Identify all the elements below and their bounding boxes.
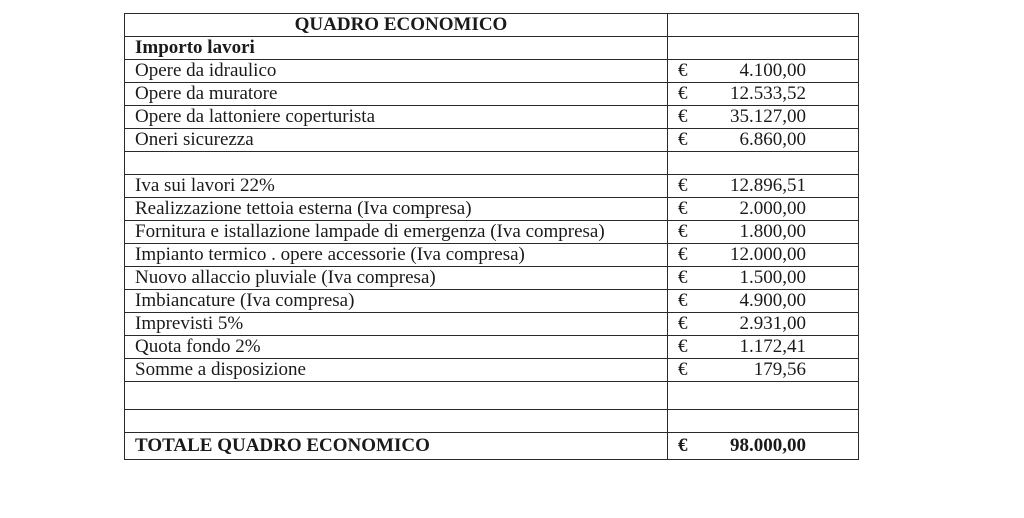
row-label: Realizzazione tettoia esterna (Iva compresa) — [125, 198, 668, 221]
spacer-row — [125, 382, 859, 410]
row-label: Opere da lattoniere coperturista — [125, 106, 668, 129]
row-label: Quota fondo 2% — [125, 336, 668, 359]
row-amount: 35.127,00 — [730, 106, 806, 127]
row-amount: 4.900,00 — [739, 290, 806, 311]
row-label: Fornitura e istallazione lampade di emergenza (Iva compresa) — [125, 221, 668, 244]
euro-symbol: € — [678, 336, 688, 357]
table-row — [125, 175, 859, 198]
euro-symbol: € — [678, 60, 688, 81]
row-label: Impianto termico . opere accessorie (Iva compresa) — [125, 244, 668, 267]
table-title: QUADRO ECONOMICO — [125, 14, 668, 37]
row-amount: 1.800,00 — [739, 221, 806, 242]
table-row — [125, 198, 859, 221]
section-heading-row — [125, 37, 859, 60]
row-amount: 4.100,00 — [739, 60, 806, 81]
table-row — [125, 106, 859, 129]
empty-cell — [125, 382, 668, 410]
empty-cell — [668, 152, 859, 175]
row-amount: 12.896,51 — [730, 175, 806, 196]
total-row — [125, 433, 859, 460]
row-amount: 6.860,00 — [739, 129, 806, 150]
table-row — [125, 60, 859, 83]
euro-symbol: € — [678, 359, 688, 380]
spacer-row — [125, 152, 859, 175]
table-row — [125, 336, 859, 359]
empty-cell — [668, 14, 859, 37]
row-label: Imprevisti 5% — [125, 313, 668, 336]
row-label: Opere da muratore — [125, 83, 668, 106]
table-row — [125, 83, 859, 106]
row-label: Nuovo allaccio pluviale (Iva compresa) — [125, 267, 668, 290]
euro-symbol: € — [678, 221, 688, 242]
total-label: TOTALE QUADRO ECONOMICO — [125, 433, 668, 460]
row-amount: 2.931,00 — [739, 313, 806, 334]
empty-cell — [125, 410, 668, 433]
table-row — [125, 359, 859, 382]
euro-symbol: € — [678, 106, 688, 127]
euro-symbol: € — [678, 175, 688, 196]
row-label: Oneri sicurezza — [125, 129, 668, 152]
row-amount: 179,56 — [753, 359, 806, 380]
row-amount: 12.533,52 — [730, 83, 806, 104]
table-row — [125, 313, 859, 336]
empty-cell — [125, 152, 668, 175]
euro-symbol: € — [678, 313, 688, 334]
spacer-row — [125, 410, 859, 433]
row-amount: 12.000,00 — [730, 244, 806, 265]
quadro-economico-table — [124, 13, 859, 460]
section-heading: Importo lavori — [125, 37, 668, 60]
row-amount: 1.172,41 — [739, 336, 806, 357]
row-amount: 1.500,00 — [739, 267, 806, 288]
empty-cell — [668, 382, 859, 410]
empty-cell — [668, 37, 859, 60]
title-row — [125, 14, 859, 37]
table-row — [125, 244, 859, 267]
euro-symbol: € — [678, 435, 688, 456]
euro-symbol: € — [678, 244, 688, 265]
row-label: Iva sui lavori 22% — [125, 175, 668, 198]
table-row — [125, 129, 859, 152]
row-label: Imbiancature (Iva compresa) — [125, 290, 668, 313]
row-label: Opere da idraulico — [125, 60, 668, 83]
table-row — [125, 290, 859, 313]
euro-symbol: € — [678, 267, 688, 288]
total-amount: 98.000,00 — [730, 435, 806, 456]
empty-cell — [668, 410, 859, 433]
euro-symbol: € — [678, 198, 688, 219]
table-row — [125, 221, 859, 244]
euro-symbol: € — [678, 129, 688, 150]
table-row — [125, 267, 859, 290]
euro-symbol: € — [678, 290, 688, 311]
row-amount: 2.000,00 — [739, 198, 806, 219]
row-label: Somme a disposizione — [125, 359, 668, 382]
euro-symbol: € — [678, 83, 688, 104]
